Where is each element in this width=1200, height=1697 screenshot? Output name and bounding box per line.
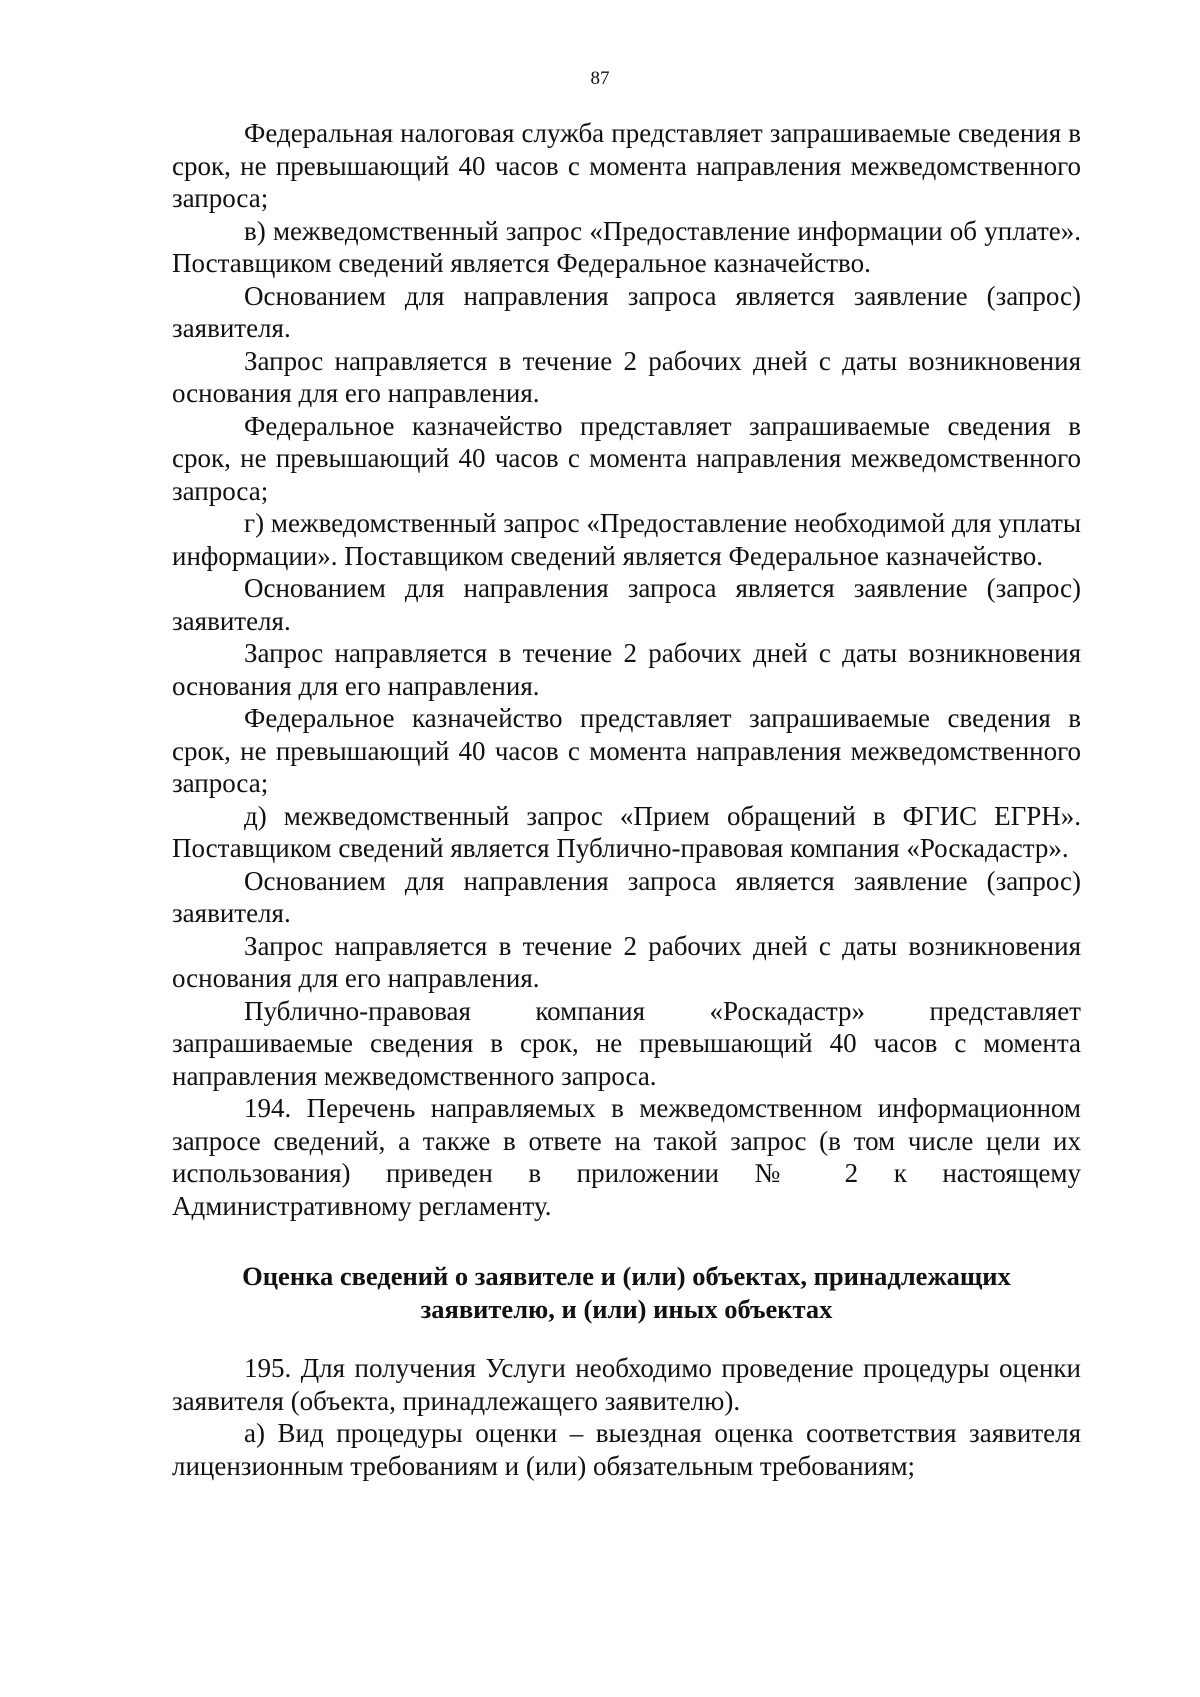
page-number: 87 bbox=[590, 68, 610, 89]
paragraph: 194. Перечень направляемых в межведомственном информационном запросе сведений, а также в ответе на такой запрос (в том числе цели их использования) приведен в приложении № 2 к настоящему Административному регламенту. bbox=[172, 1093, 1081, 1221]
paragraph: Федеральное казначейство представляет запрашиваемые сведения в срок, не превышающий 40 часов с момента направления межведомственного запроса; bbox=[172, 703, 1081, 798]
paragraph: Запрос направляется в течение 2 рабочих дней с даты возникновения основания для его направления. bbox=[172, 638, 1081, 701]
paragraph: 195. Для получения Услуги необходимо проведение процедуры оценки заявителя (объекта, принадлежащего заявителю). bbox=[172, 1353, 1081, 1416]
paragraph: г) межведомственный запрос «Предоставление необходимой для уплаты информации». Поставщиком сведений является Федеральное казначейство. bbox=[172, 508, 1081, 571]
paragraph: Запрос направляется в течение 2 рабочих дней с даты возникновения основания для его направления. bbox=[172, 345, 1081, 408]
section-heading: Оценка сведений о заявителе и (или) объектах, принадлежащих заявителю, и (или) иных объектах bbox=[242, 1261, 1011, 1324]
paragraph: д) межведомственный запрос «Прием обращений в ФГИС ЕГРН». Поставщиком сведений является Публично-правовая компания «Роскадастр». bbox=[172, 800, 1081, 863]
paragraph: Запрос направляется в течение 2 рабочих дней с даты возникновения основания для его направления. bbox=[172, 930, 1081, 993]
document-body bbox=[172, 117, 1081, 1482]
paragraph: Федеральная налоговая служба представляет запрашиваемые сведения в срок, не превышающий 40 часов с момента направления межведомственного запроса; bbox=[172, 118, 1081, 213]
paragraph: Основанием для направления запроса является заявление (запрос) заявителя. bbox=[172, 573, 1081, 636]
paragraph: Основанием для направления запроса является заявление (запрос) заявителя. bbox=[172, 865, 1081, 928]
paragraph: в) межведомственный запрос «Предоставление информации об уплате». Поставщиком сведений является Федеральное казначейство. bbox=[172, 215, 1081, 278]
paragraph: Публично-правовая компания «Роскадастр» представляет запрашиваемые сведения в срок, не превышающий 40 часов с момента направления межведомственного запроса. bbox=[172, 995, 1081, 1091]
paragraph: Основанием для направления запроса является заявление (запрос) заявителя. bbox=[172, 280, 1081, 343]
paragraph: а) Вид процедуры оценки – выездная оценка соответствия заявителя лицензионным требованиям и (или) обязательным требованиям; bbox=[172, 1418, 1081, 1481]
paragraph: Федеральное казначейство представляет запрашиваемые сведения в срок, не превышающий 40 часов с момента направления межведомственного запроса; bbox=[172, 410, 1081, 506]
